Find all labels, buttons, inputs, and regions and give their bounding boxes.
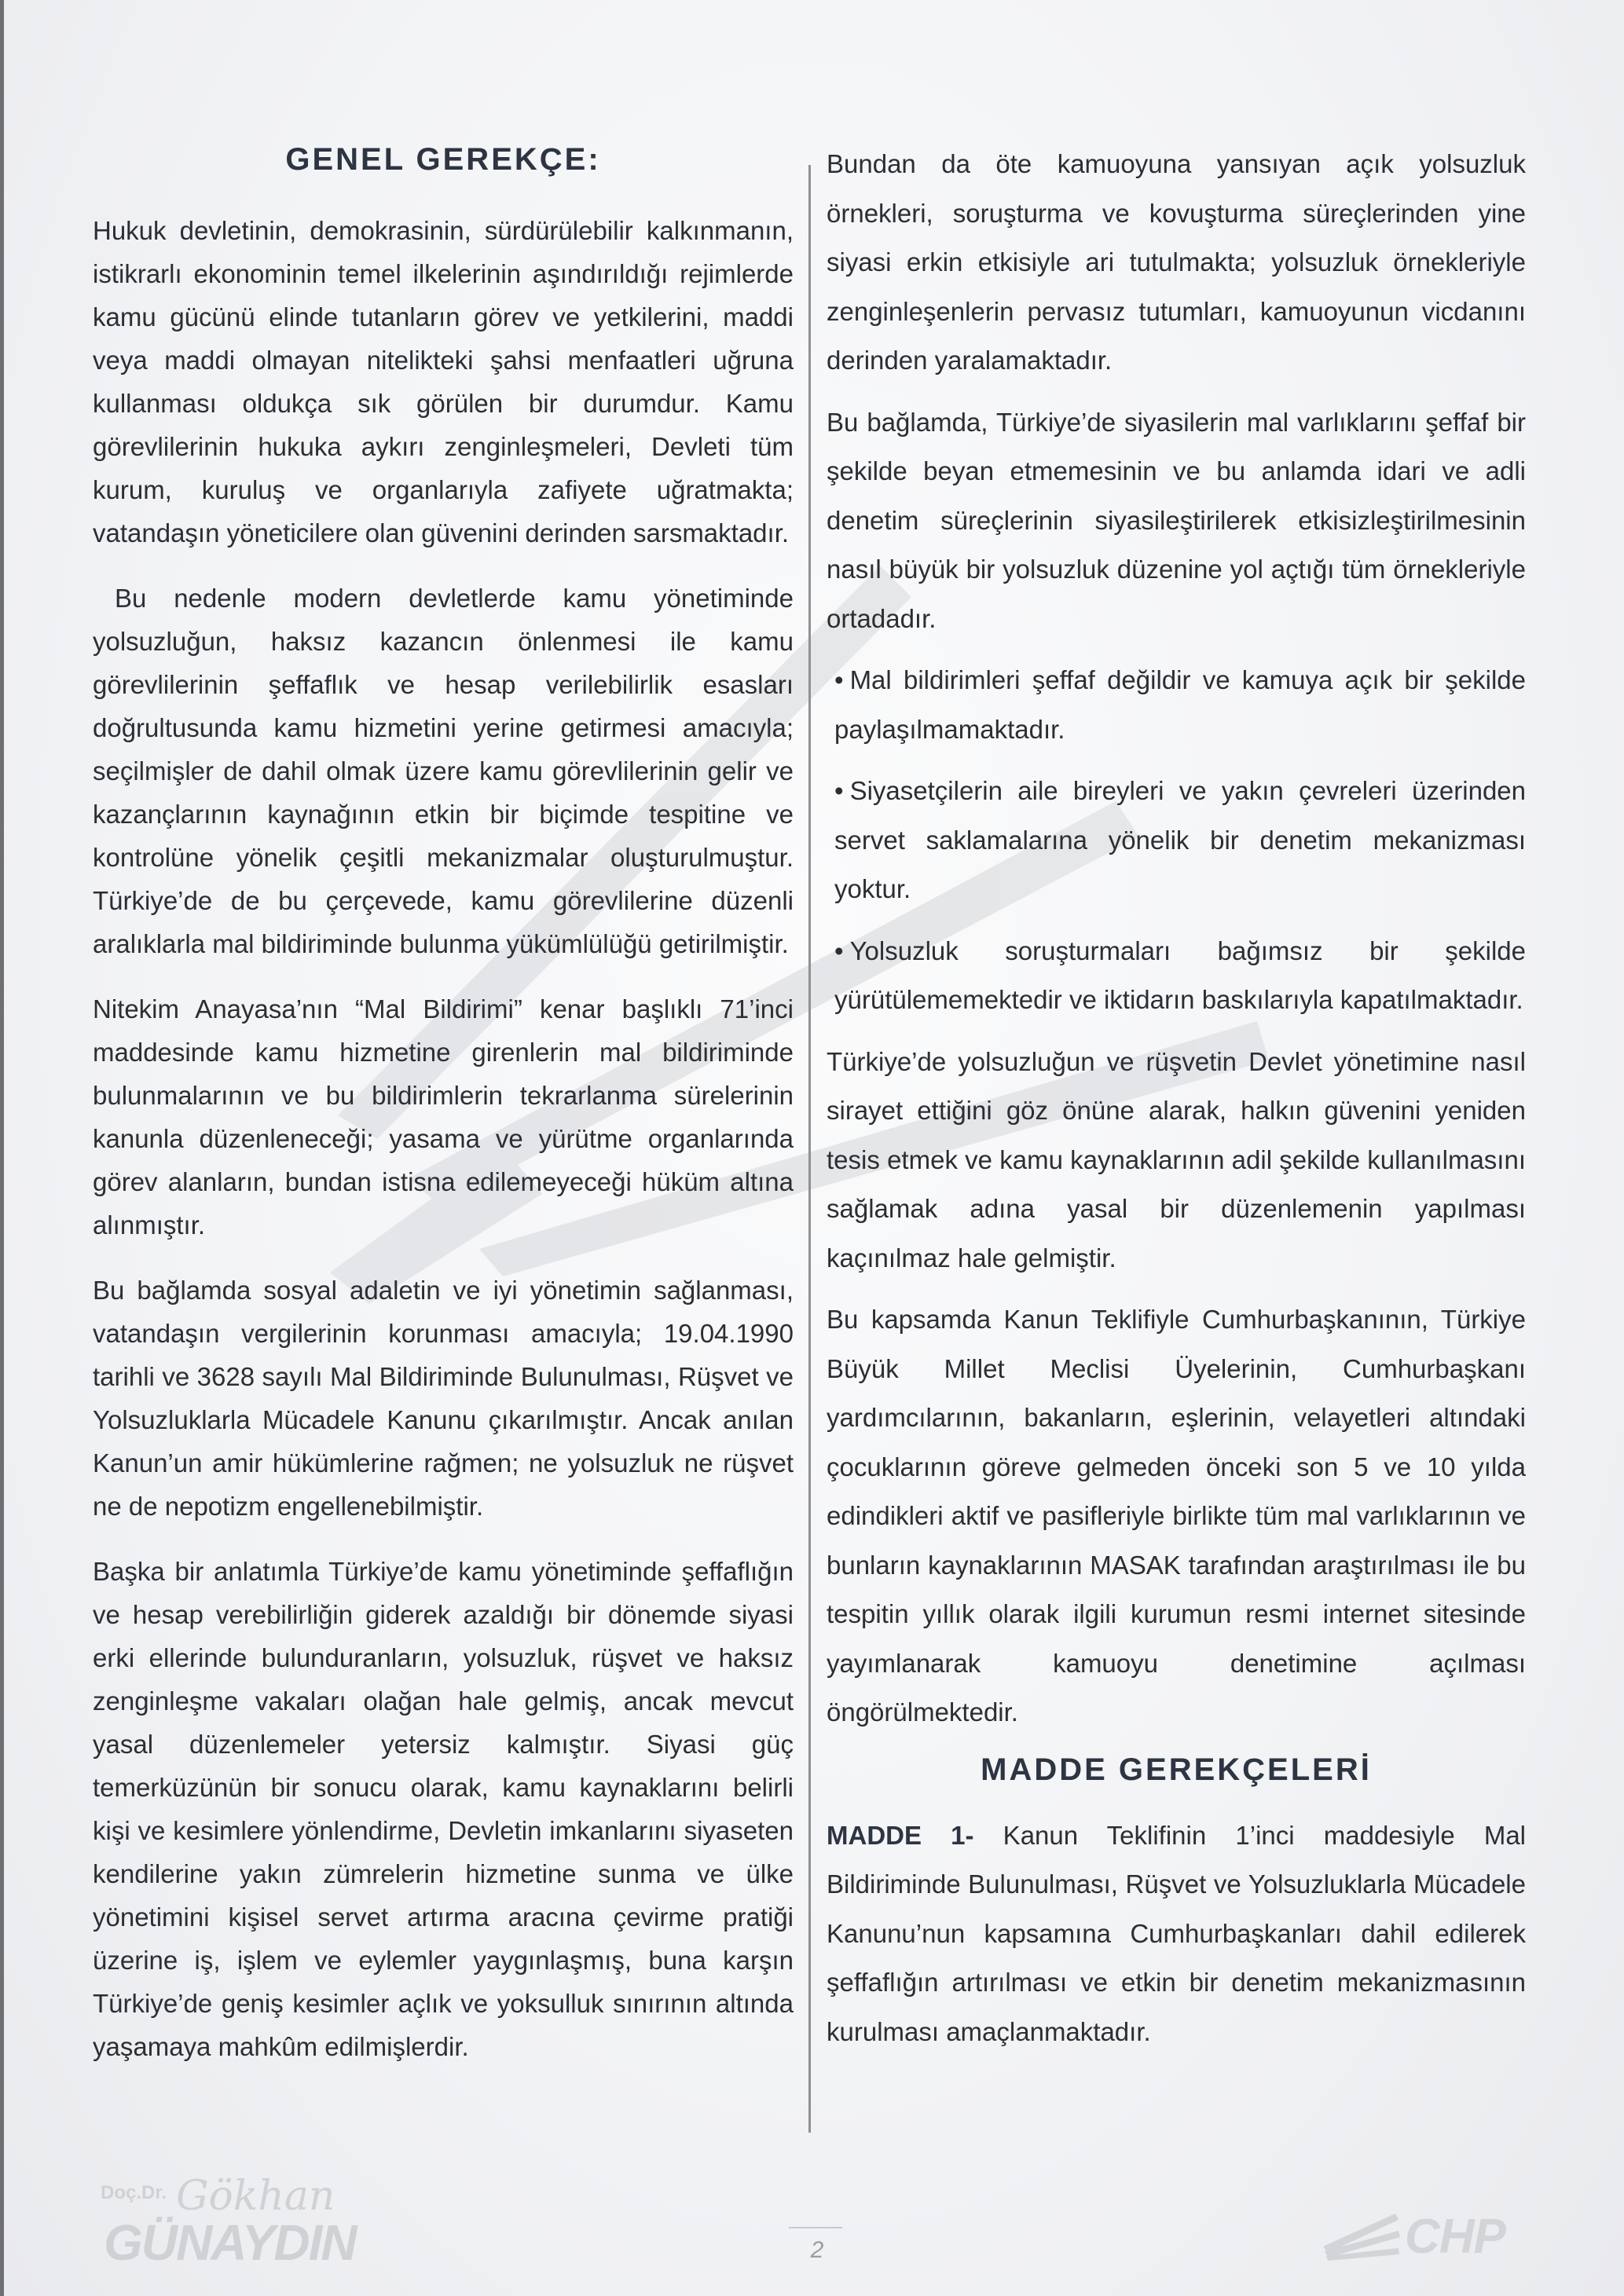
general-justification-heading: GENEL GEREKÇE:: [285, 142, 601, 177]
bullet-list: [827, 656, 1526, 1025]
bullet-text: Mal bildirimleri şeffaf değildir ve kamuya açık bir şekilde paylaşılmamaktadır.: [834, 665, 1526, 744]
bullet-icon: •: [834, 665, 844, 694]
bullet-icon: •: [834, 776, 844, 805]
paragraph: Başka bir anlatımla Türkiye’de kamu yönetiminde şeffaflığın ve hesap verebilirliğin giderek azaldığı bir dönemde siyasi erki ellerinde bulunduranların, yolsuzluk, rüşvet ve haksız zenginleşme vakaları olağan hale gelmiş, ancak mevcut yasal düzenlemeler yetersiz kalmıştır. Siyasi güç temerküzünün bir sonucu olarak, kamu kaynaklarını belirli kişi ve kesimlere yönlendirme, Devletin imkanlarını siyaseten kendilerine yakın zümrelerin hizmetine sunma ve ülke yönetimini kişisel servet artırma aracına çevirme pratiği üzerine iş, işlem ve eylemler yaygınlaşmış, buna karşın Türkiye’de geniş kesimler açlık ve yoksulluk sınırının altında yaşamaya mahkûm edilmişlerdir.: [93, 1557, 794, 2061]
paragraph: Hukuk devletinin, demokrasinin, sürdürülebilir kalkınmanın, istikrarlı ekonominin temel ilkelerinin aşındırıldığı rejimlerde kamu gücünü elinde tutanların görev ve yetkilerini, maddi veya maddi olmayan nitelikteki şahsi menfaatleri uğruna kullanması oldukça sık görülen bir durumdur. Kamu görevlilerinin hukuka aykırı zenginleşmeleri, Devleti tüm kurum, kuruluş ve organlarıyla zafiyete uğratmakta; vatandaşın yöneticilere olan güvenini derinden sarsmaktadır.: [93, 216, 794, 547]
paragraph: Nitekim Anayasa’nın “Mal Bildirimi” kenar başlıklı 71’inci maddesinde kamu hizmetine girenlerin mal bildiriminde bulunmalarının ve bu bildirimlerin tekrarlanma sürelerinin kanunla düzenleneceği; yasama ve yürütme organlarında görev alanların, bundan istisna edilemeyeceği hüküm altına alınmıştır.: [93, 994, 794, 1240]
page-number: 2: [810, 2237, 824, 2263]
paragraph: Bu kapsamda Kanun Teklifiyle Cumhurbaşkanının, Türkiye Büyük Millet Meclisi Üyelerinin, Cumhurbaşkanı yardımcılarının, bakanların, eşlerinin, velayetleri altındaki çocuklarının göreve gelmeden önceki son 5 ve 10 yılda edindikleri aktif ve pasifleriyle birlikte tüm mal varlıklarının ve bunların kaynaklarının MASAK tarafından araştırılması ile bu tespitin yıllık olarak ilgili kurumun resmi internet sitesinde yayımlanarak kamuoyu denetimine açılması öngörülmektedir.: [827, 1305, 1526, 1727]
article-1-text: Kanun Teklifinin 1’inci maddesiyle Mal Bildiriminde Bulunulması, Rüşvet ve Yolsuzluklarla Mücadele Kanunu’nun kapsamına Cumhurbaşkanları dahil edilerek şeffaflığın artırılması ve etkin bir denetim mekanizmasının kurulması amaçlanmaktadır.: [827, 1820, 1527, 2046]
right-column: [827, 140, 1526, 2069]
author-surname: GÜNAYDIN: [104, 2214, 356, 2271]
bullet-item: [834, 767, 1526, 914]
column-divider: [808, 165, 811, 2133]
bullet-text: Yolsuzluk soruşturmaları bağımsız bir şekilde yürütülememektedir ve iktidarın baskılarıyla kapatılmaktadır.: [834, 936, 1526, 1014]
party-logo: [1317, 2207, 1529, 2262]
bullet-item: [834, 656, 1526, 754]
bullet-text: Siyasetçilerin aile bireyleri ve yakın çevreleri üzerinden servet saklamalarına yönelik bir denetim mekanizması yoktur.: [834, 776, 1526, 903]
bullet-icon: •: [834, 936, 844, 965]
page-number-rule: [789, 2227, 842, 2228]
left-column: [93, 140, 794, 2090]
paragraph: Bundan da öte kamuoyuna yansıyan açık yolsuzluk örnekleri, soruşturma ve kovuşturma süreçlerinden yine siyasi erkin etkisiyle ari tutulmakta; yolsuzluk örnekleriyle zenginleşenlerin pervasız tutumları, kamuoyunun vicdanını derinden yaralamaktadır.: [827, 149, 1526, 375]
article-justifications-heading: MADDE GEREKÇELERİ: [981, 1752, 1372, 1787]
author-title: Doç.Dr.: [101, 2182, 167, 2203]
paragraph: Bu bağlamda sosyal adaletin ve iyi yönetimin sağlanması, vatandaşın vergilerinin korunması amacıyla; 19.04.1990 tarihli ve 3628 sayılı Mal Bildiriminde Bulunulması, Rüşvet ve Yolsuzluklarla Mücadele Kanunu çıkarılmıştır. Ancak anılan Kanun’un amir hükümlerine rağmen; ne yolsuzluk ne rüşvet ne de nepotizm engellenebilmiştir.: [93, 1276, 794, 1521]
paragraph: Türkiye’de yolsuzluğun ve rüşvetin Devlet yönetimine nasıl sirayet ettiğini göz önüne alarak, halkın güvenini yeniden tesis etmek ve kamu kaynaklarının adil şekilde kullanılmasını sağlamak adına yasal bir düzenlemenin yapılması kaçınılmaz hale gelmiştir.: [827, 1046, 1526, 1273]
party-rays-icon: [1317, 2207, 1403, 2262]
bullet-item: [834, 927, 1526, 1025]
article-1-label: MADDE 1-: [827, 1820, 974, 1850]
paragraph: Bu bağlamda, Türkiye’de siyasilerin mal varlıklarını şeffaf bir şekilde beyan etmemesinin ve bu anlamda idari ve adli denetim süreçlerinin siyasileştirilerek etkisizleştirilmesinin nasıl büyük bir yolsuzluk düzenine yol açtığı tüm örnekleriyle ortadadır.: [827, 407, 1526, 633]
paragraph: Bu nedenle modern devletlerde kamu yönetiminde yolsuzluğun, haksız kazancın önlenmesi ile kamu görevlilerinin şeffaflık ve hesap verilebilirlik esasları doğrultusunda kamu hizmetini yerine getirmesi amacıyla; seçilmişler de dahil olmak üzere kamu görevlilerinin gelir ve kazançlarının kaynağının etkin bir biçimde tespitine ve kontrolüne yönelik çeşitli mekanizmalar oluşturulmuştur. Türkiye’de de bu çerçevede, kamu görevlilerine düzenli aralıklarla mal bildiriminde bulunma yükümlülüğü getirilmiştir.: [93, 584, 794, 958]
author-signature: Gökhan: [176, 2173, 335, 2220]
article-1-paragraph: [827, 1811, 1526, 2057]
party-name: CHP: [1405, 2210, 1505, 2264]
